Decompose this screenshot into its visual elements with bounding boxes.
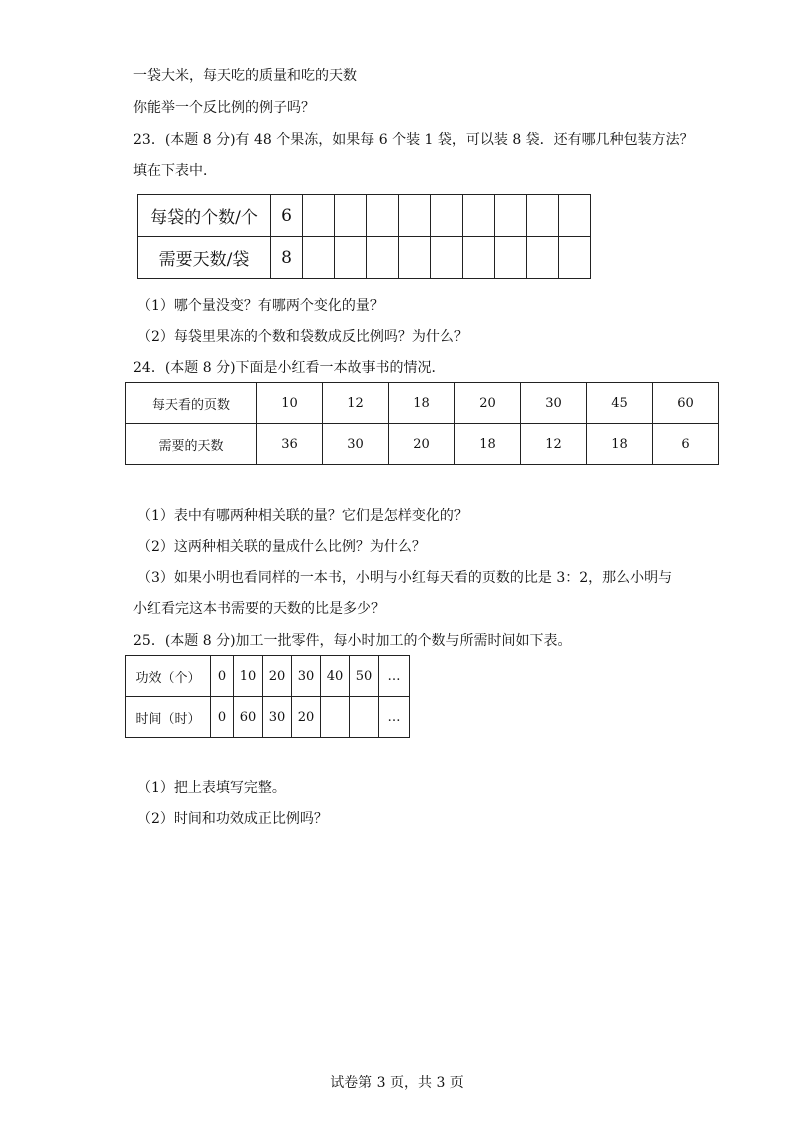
table-24 <box>125 382 719 465</box>
sub-question: （1）把上表填写完整。 <box>137 780 286 796</box>
question-23: 23．(本题 8 分)有 48 个果冻，如果每 6 个装 1 袋，可以装 8 袋．还有哪几种包装方法？ <box>133 132 694 148</box>
table-cell: … <box>379 697 410 738</box>
table-cell: 36 <box>257 424 323 465</box>
table-cell: 20 <box>263 656 292 697</box>
sub-question: （1）哪个量没变？有哪两个变化的量？ <box>137 298 384 314</box>
row-header: 功效（个） <box>126 656 211 697</box>
table-cell <box>559 195 591 237</box>
table-cell <box>350 697 379 738</box>
question-24: 24．(本题 8 分)下面是小红看一本故事书的情况． <box>133 360 446 376</box>
page-footer: 试卷第 3 页，共 3 页 <box>330 1075 464 1091</box>
table-row <box>126 697 410 738</box>
sub-question: （2）时间和功效成正比例吗？ <box>137 811 328 827</box>
table-cell: 50 <box>350 656 379 697</box>
table-cell <box>463 195 495 237</box>
text-line: 填在下表中． <box>133 163 217 179</box>
row-header: 每袋的个数/个 <box>138 195 271 237</box>
table-cell <box>399 237 431 279</box>
table-cell <box>527 195 559 237</box>
table-cell <box>303 195 335 237</box>
sub-question: （1）表中有哪两种相关联的量？它们是怎样变化的？ <box>137 508 468 524</box>
table-cell <box>399 195 431 237</box>
table-cell: 18 <box>587 424 653 465</box>
table-cell: 18 <box>455 424 521 465</box>
sub-question: （2）每袋里果冻的个数和袋数成反比例吗？为什么？ <box>137 329 468 345</box>
table-cell: 20 <box>455 383 521 424</box>
table-cell: 30 <box>521 383 587 424</box>
table-cell <box>335 195 367 237</box>
table-cell: 30 <box>323 424 389 465</box>
table-cell <box>335 237 367 279</box>
table-cell: … <box>379 656 410 697</box>
table-cell: 60 <box>653 383 719 424</box>
table-row <box>126 424 719 465</box>
sub-question: 小红看完这本书需要的天数的比是多少？ <box>133 601 385 617</box>
table-25 <box>125 655 410 738</box>
table-cell <box>321 697 350 738</box>
row-header: 需要的天数 <box>126 424 257 465</box>
table-cell: 0 <box>211 656 234 697</box>
table-cell: 12 <box>521 424 587 465</box>
table-cell <box>495 237 527 279</box>
table-cell <box>431 195 463 237</box>
sub-question: （3）如果小明也看同样的一本书，小明与小红每天看的页数的比是 3：2，那么小明与 <box>137 570 673 586</box>
table-row <box>126 656 410 697</box>
table-cell <box>527 237 559 279</box>
table-cell: 60 <box>234 697 263 738</box>
table-cell <box>367 237 399 279</box>
table-cell: 30 <box>263 697 292 738</box>
table-cell: 40 <box>321 656 350 697</box>
table-cell <box>367 195 399 237</box>
text-line: 你能举一个反比例的例子吗？ <box>133 100 315 116</box>
table-23 <box>137 194 591 279</box>
table-cell <box>431 237 463 279</box>
question-25: 25．(本题 8 分)加工一批零件，每小时加工的个数与所需时间如下表。 <box>133 633 572 649</box>
sub-question: （2）这两种相关联的量成什么比例？为什么？ <box>137 539 426 555</box>
row-header: 每天看的页数 <box>126 383 257 424</box>
text-line: 一袋大米，每天吃的质量和吃的天数 <box>133 68 357 84</box>
table-cell: 12 <box>323 383 389 424</box>
table-cell <box>303 237 335 279</box>
table-cell: 20 <box>292 697 321 738</box>
table-row <box>126 383 719 424</box>
table-cell: 20 <box>389 424 455 465</box>
table-cell: 8 <box>271 237 303 279</box>
table-cell <box>495 195 527 237</box>
table-cell: 6 <box>653 424 719 465</box>
table-cell: 30 <box>292 656 321 697</box>
table-cell <box>559 237 591 279</box>
row-header: 需要天数/袋 <box>138 237 271 279</box>
table-cell: 10 <box>234 656 263 697</box>
table-cell: 0 <box>211 697 234 738</box>
table-row <box>138 195 591 237</box>
table-cell <box>463 237 495 279</box>
table-cell: 10 <box>257 383 323 424</box>
row-header: 时间（时） <box>126 697 211 738</box>
table-cell: 6 <box>271 195 303 237</box>
table-cell: 45 <box>587 383 653 424</box>
table-cell: 18 <box>389 383 455 424</box>
table-row <box>138 237 591 279</box>
